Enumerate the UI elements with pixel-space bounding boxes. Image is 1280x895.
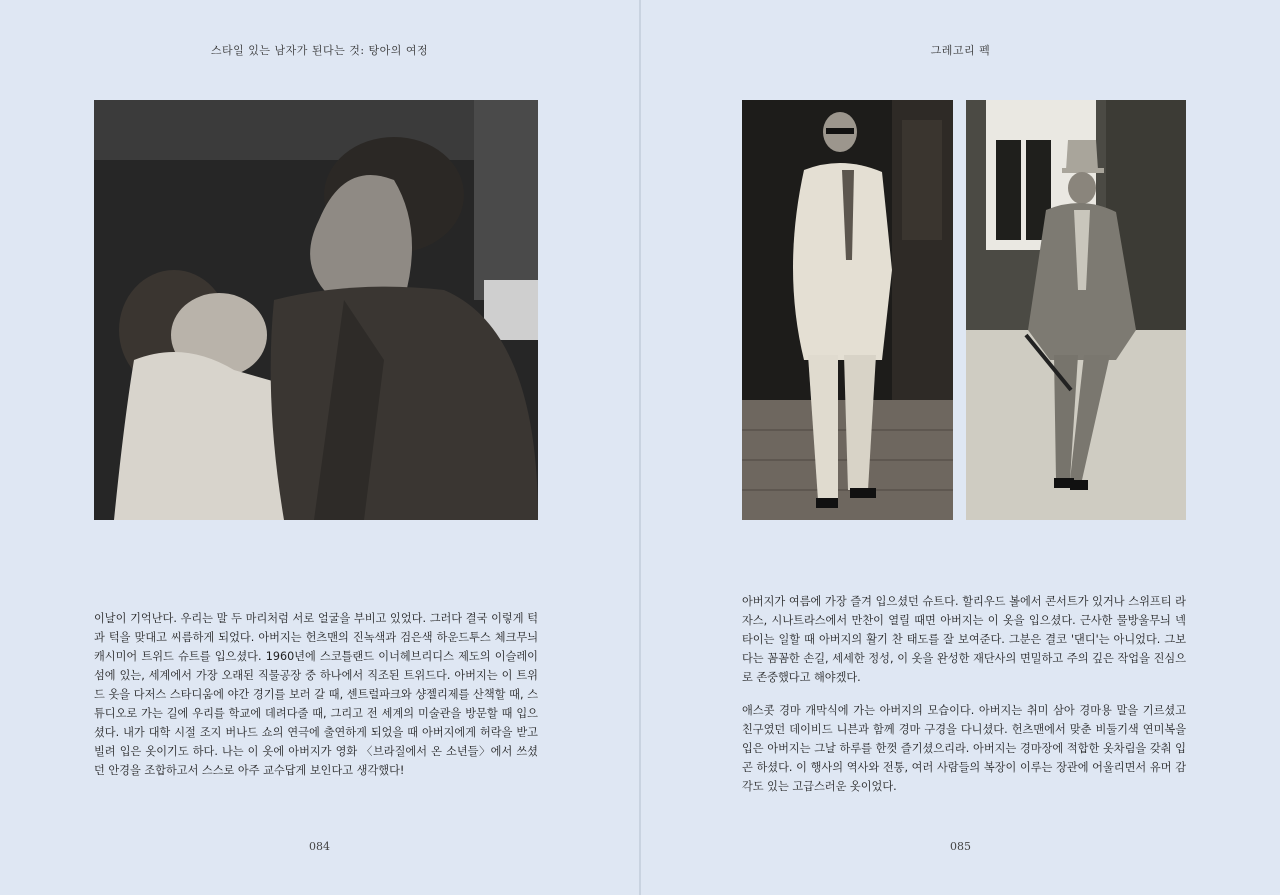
page-number-left: 084 xyxy=(309,840,330,853)
caption-summer-suit: 아버지가 여름에 가장 즐겨 입으셨던 슈트다. 할리우드 볼에서 콘서트가 있거나 스위프티 라자스, 시나트라스에서 만찬이 열릴 때면 아버지는 이 옷을 입으셨다. 근사한 물방울무늬 넥타이는 일할 때 아버지의 활기 찬 태도를 잘 보여준다. 그분은 결코 '댄디'는 아니었다. 그보다는 꼼꼼한 손길, 세세한 정성, 이 옷을 완성한 재단사의 면밀하고 주의 깊은 작업을 진심으로 존중했다고 해야겠다. xyxy=(742,595,1186,684)
right-body-text xyxy=(742,592,1186,810)
page-number-right: 085 xyxy=(950,840,971,853)
photo-morning-coat-ascot xyxy=(966,100,1186,520)
caption-left: 이날이 기억난다. 우리는 말 두 마리처럼 서로 얼굴을 부비고 있었다. 그러다 결국 이렇게 턱과 턱을 맞대고 씨름하게 되었다. 아버지는 헌츠맨의 진녹색과 검은색 하운드투스 체크무늬 캐시미어 트위드 슈트를 입으셨다. 1960년에 스코틀랜드 이너헤브리디스 제도의 이슬레이 섬에 있는, 세계에서 가장 오래된 직물공장 중 하나에서 직조된 트위드다. 아버지는 이 트위드 옷을 다저스 스타디움에 야간 경기를 보러 갈 때, 센트럴파크와 샹젤리제를 산책할 때, 스튜디오로 가는 길에 우리를 학교에 데려다줄 때, 그리고 전 세계의 미술관을 방문할 때 입으셨다. 내가 대학 시절 조지 버나드 쇼의 연극에 출연하게 되었을 때 아버지에게 허락을 받고 빌려 입은 옷이기도 하다. 나는 이 옷에 아버지가 영화 〈브라질에서 온 소년들〉에서 쓰셨던 안경을 조합하고서 스스로 아주 교수답게 보인다고 생각했다! xyxy=(94,612,538,777)
caption-ascot: 애스콧 경마 개막식에 가는 아버지의 모습이다. 아버지는 취미 삼아 경마용 말을 기르셨고 친구였던 데이비드 니븐과 함께 경마 구경을 다니셨다. 헌츠맨에서 맞춘 비둘기색 연미복을 입은 아버지는 그날 하루를 한껏 즐기셨으리라. 아버지는 경마장에 적합한 옷차림을 갖춰 입곤 하셨다. 이 행사의 역사와 전통, 여러 사람들의 복장이 이루는 장관에 어울리면서 유머 감각도 있는 고급스러운 옷이었다. xyxy=(742,704,1186,793)
photo-summer-suit xyxy=(742,100,953,520)
photo-father-and-son xyxy=(94,100,538,520)
running-head-right: 그레고리 펙 xyxy=(930,44,991,57)
running-head-left: 스타일 있는 남자가 된다는 것: 탕아의 여정 xyxy=(210,44,429,57)
left-body-paragraph xyxy=(94,609,538,794)
